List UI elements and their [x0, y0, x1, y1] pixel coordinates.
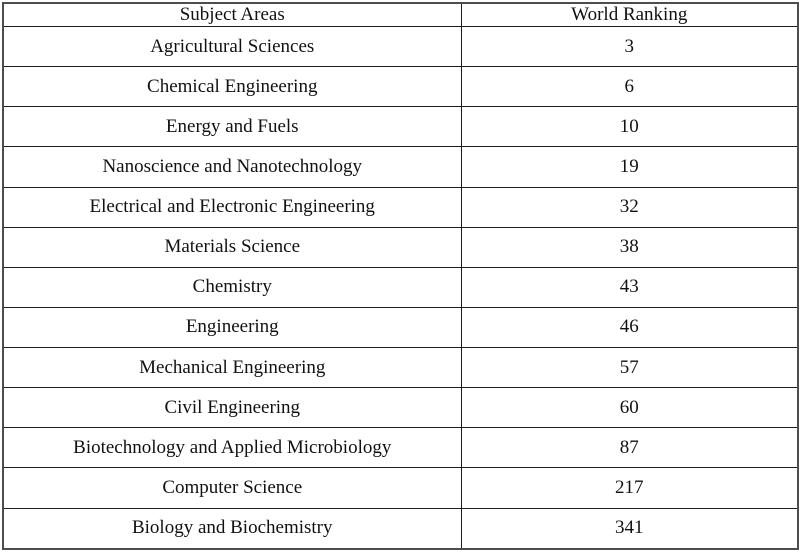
column-header-world-ranking: World Ranking: [461, 3, 798, 27]
ranking-cell: 32: [461, 187, 798, 227]
subject-cell: Civil Engineering: [3, 388, 461, 428]
table-row: [3, 307, 798, 347]
table-row: [3, 67, 798, 107]
subject-cell: Mechanical Engineering: [3, 348, 461, 388]
table-row: [3, 388, 798, 428]
table-row: [3, 27, 798, 67]
subject-cell: Energy and Fuels: [3, 107, 461, 147]
table-row: [3, 468, 798, 508]
ranking-cell: 217: [461, 468, 798, 508]
subject-cell: Nanoscience and Nanotechnology: [3, 147, 461, 187]
table-row: [3, 187, 798, 227]
ranking-cell: 46: [461, 307, 798, 347]
subject-cell: Biology and Biochemistry: [3, 508, 461, 549]
table-row: [3, 348, 798, 388]
ranking-cell: 57: [461, 348, 798, 388]
ranking-cell: 3: [461, 27, 798, 67]
table-row: [3, 147, 798, 187]
subject-cell: Electrical and Electronic Engineering: [3, 187, 461, 227]
table-row: [3, 107, 798, 147]
table-row: [3, 267, 798, 307]
table-row: [3, 428, 798, 468]
subject-cell: Chemical Engineering: [3, 67, 461, 107]
ranking-cell: 38: [461, 227, 798, 267]
ranking-cell: 43: [461, 267, 798, 307]
table-row: [3, 508, 798, 549]
ranking-cell: 341: [461, 508, 798, 549]
ranking-cell: 19: [461, 147, 798, 187]
ranking-cell: 10: [461, 107, 798, 147]
ranking-cell: 6: [461, 67, 798, 107]
subject-cell: Chemistry: [3, 267, 461, 307]
table-row: [3, 227, 798, 267]
column-header-subject-areas: Subject Areas: [3, 3, 461, 27]
subject-cell: Computer Science: [3, 468, 461, 508]
subject-cell: Agricultural Sciences: [3, 27, 461, 67]
subject-cell: Engineering: [3, 307, 461, 347]
subject-ranking-table: [2, 2, 799, 550]
ranking-cell: 87: [461, 428, 798, 468]
subject-cell: Materials Science: [3, 227, 461, 267]
ranking-cell: 60: [461, 388, 798, 428]
subject-cell: Biotechnology and Applied Microbiology: [3, 428, 461, 468]
header-row: [3, 3, 798, 27]
